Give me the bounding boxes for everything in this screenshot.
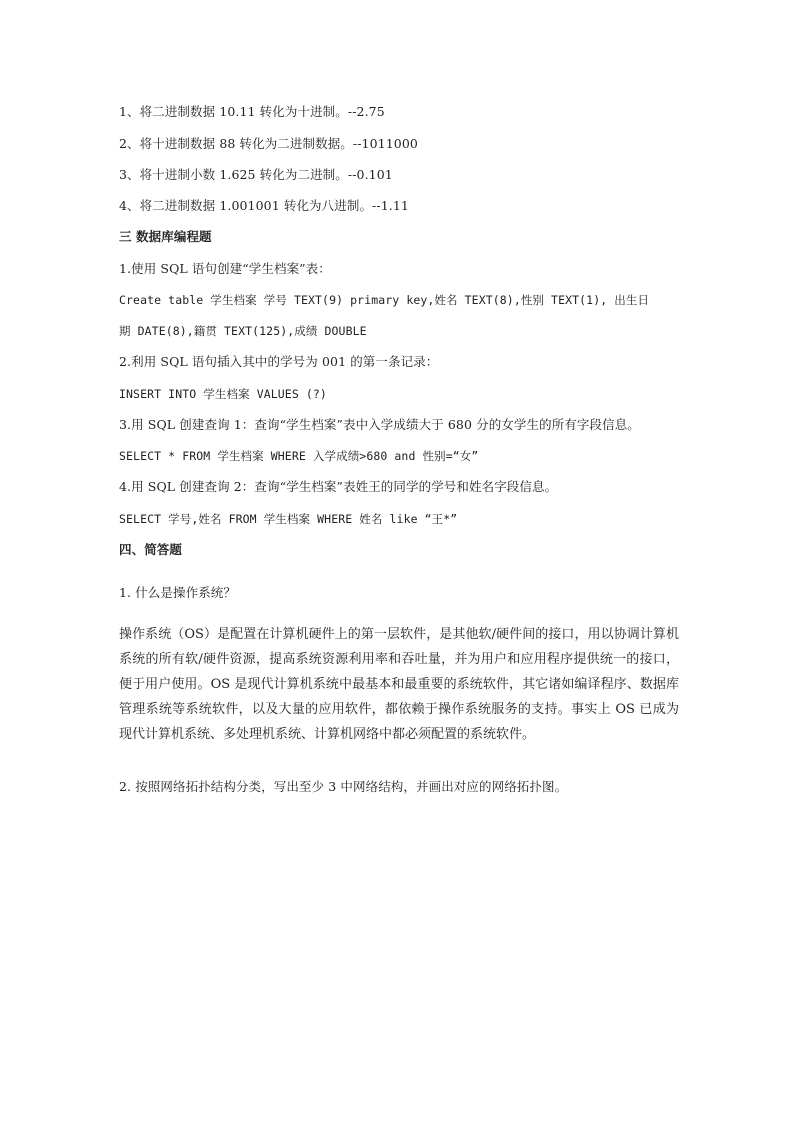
- sql-question-3: 3.用 SQL 创建查询 1：查询“学生档案”表中入学成绩大于 680 分的女学生的所有字段信息。: [119, 417, 640, 432]
- conversion-question-1: 1、将二进制数据 10.11 转化为十进制。--2.75: [119, 104, 385, 119]
- conversion-question-2: 2、将十进制数据 88 转化为二进制数据。--1011000: [119, 136, 418, 151]
- section-3-heading: 三 数据库编程题: [119, 229, 212, 244]
- conversion-question-3: 3、将十进制小数 1.625 转化为二进制。--0.101: [119, 167, 393, 182]
- sql-question-1: 1.使用 SQL 语句创建“学生档案”表：: [119, 261, 331, 276]
- sql-answer-1-line-1: Create table 学生档案 学号 TEXT(9) primary key,姓名 TEXT(8),性别 TEXT(1), 出生日: [119, 293, 650, 307]
- sql-answer-2: INSERT INTO 学生档案 VALUES (?): [119, 387, 327, 401]
- section-4-heading: 四、简答题: [119, 542, 183, 557]
- sql-answer-1-line-2: 期 DATE(8),籍贯 TEXT(125),成绩 DOUBLE: [119, 324, 367, 338]
- sql-answer-4: SELECT 学号,姓名 FROM 学生档案 WHERE 姓名 like “王*”: [119, 512, 458, 526]
- sql-question-4: 4.用 SQL 创建查询 2：查询“学生档案”表姓王的同学的学号和姓名字段信息。: [119, 479, 558, 494]
- short-answer-question-2: 2. 按照网络拓扑结构分类，写出至少 3 中网络结构，并画出对应的网络拓扑图。: [119, 779, 568, 794]
- short-answer-question-1: 1. 什么是操作系统？: [119, 585, 236, 600]
- sql-answer-3: SELECT * FROM 学生档案 WHERE 入学成绩>680 and 性别=“女”: [119, 449, 479, 463]
- conversion-question-4: 4、将二进制数据 1.001001 转化为八进制。--1.11: [119, 198, 409, 213]
- short-answer-1-paragraph: 操作系统（OS）是配置在计算机硬件上的第一层软件，是其他软/硬件间的接口，用以协调计算机系统的所有软/硬件资源，提高系统资源利用率和吞吐量，并为用户和应用程序提供统一的接口，便于用户使用。OS 是现代计算机系统中最基本和最重要的系统软件，其它诸如编译程序、数据库管理系统等系统软件，以及大量的应用软件，都依赖于操作系统服务的支持。事实上 OS 已成为现代计算机系统、多处理机系统、计算机网络中都必须配置的系统软件。: [119, 627, 679, 742]
- sql-question-2: 2.利用 SQL 语句插入其中的学号为 001 的第一条记录：: [119, 354, 439, 369]
